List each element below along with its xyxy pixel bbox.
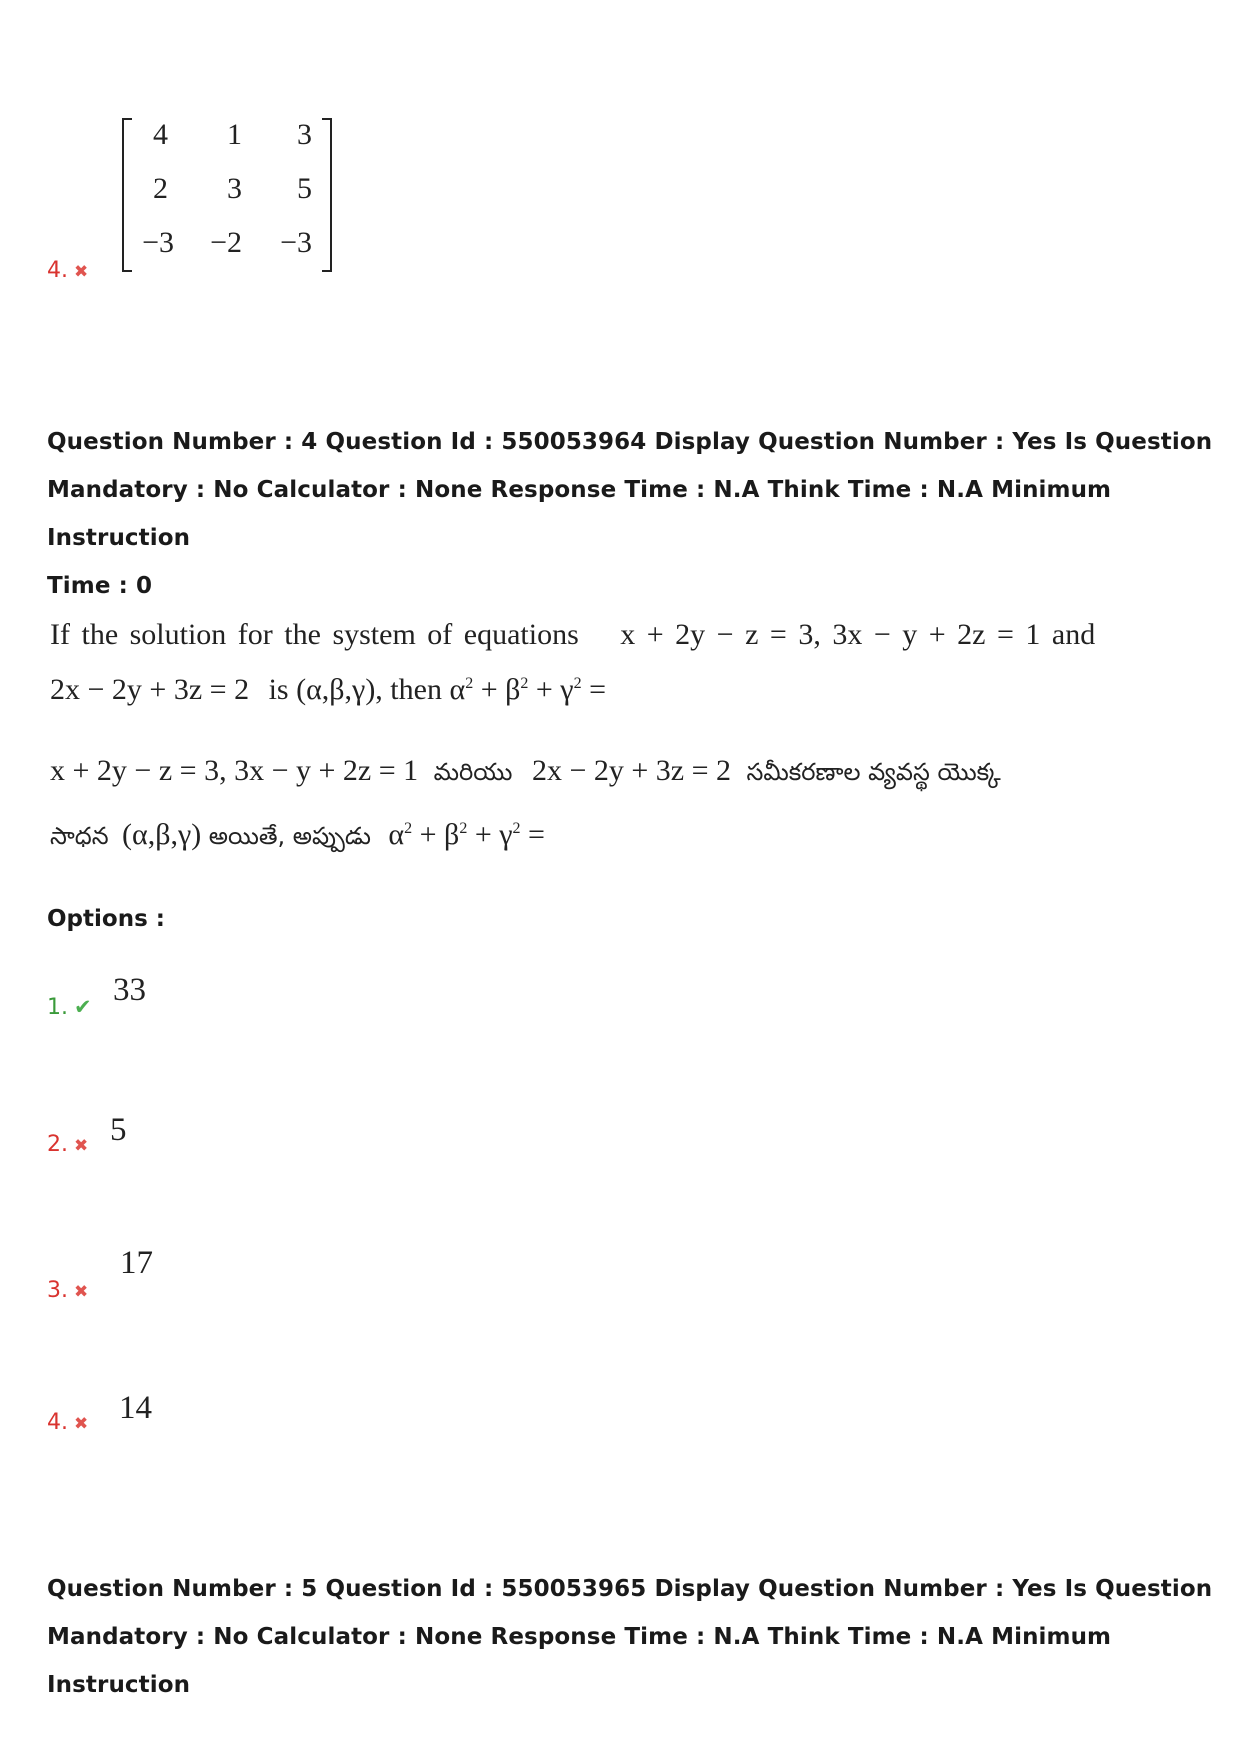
question-text-english-line2 bbox=[50, 673, 606, 707]
option-number: 3. bbox=[47, 1278, 68, 1303]
question-text: + γ bbox=[528, 673, 574, 706]
equations: x + 2y − z = 3, 3x − y + 2z = 1 and bbox=[620, 618, 1096, 651]
exponent: 2 bbox=[573, 675, 582, 692]
exponent: 2 bbox=[512, 820, 521, 837]
option-2 bbox=[47, 1132, 88, 1157]
prev-option-4 bbox=[47, 258, 88, 283]
meta-line: Time : 0 bbox=[47, 573, 153, 599]
question-meta bbox=[47, 1565, 1217, 1709]
exponent: 2 bbox=[520, 675, 529, 692]
meta-line: Mandatory : No Calculator : None Response Time : N.A Think Time : N.A Minimum Instruction bbox=[47, 1624, 1112, 1698]
telugu-word: మరియు bbox=[433, 758, 513, 786]
matrix-cell: 2 bbox=[153, 172, 168, 205]
cross-icon: ✖ bbox=[74, 262, 89, 282]
cross-icon: ✖ bbox=[74, 1136, 89, 1156]
option-3 bbox=[47, 1278, 88, 1303]
matrix-cell: 4 bbox=[153, 118, 168, 151]
telugu-text: అయితే, అప్పుడు bbox=[208, 822, 371, 850]
expression: + γ bbox=[467, 818, 513, 851]
meta-line: Mandatory : No Calculator : None Response Time : N.A Think Time : N.A Minimum Instruction bbox=[47, 477, 1112, 551]
meta-line: Question Number : 5 Question Id : 550053965 Display Question Number : Yes Is Question bbox=[47, 1576, 1213, 1602]
equations: x + 2y − z = 3, 3x − y + 2z = 1 bbox=[50, 754, 419, 787]
telugu-text: సమీకరణాల వ్యవస్థ యొక్క bbox=[746, 758, 1001, 786]
exponent: 2 bbox=[404, 820, 413, 837]
question-text: + β bbox=[473, 673, 521, 706]
exponent: 2 bbox=[459, 820, 468, 837]
option-2-value: 5 bbox=[110, 1112, 127, 1148]
question-meta bbox=[47, 418, 1217, 610]
meta-line: Question Number : 4 Question Id : 550053964 Display Question Number : Yes Is Question bbox=[47, 429, 1213, 455]
question-text: = bbox=[581, 673, 606, 706]
option-number: 1. bbox=[47, 995, 68, 1020]
matrix-cell: −3 bbox=[280, 226, 312, 259]
matrix-cell: 3 bbox=[297, 118, 312, 151]
option-number: 4. bbox=[47, 1410, 68, 1435]
matrix-cell: 5 bbox=[297, 172, 312, 205]
cross-icon: ✖ bbox=[74, 1414, 89, 1434]
question-text: If the solution for the system of equations bbox=[50, 618, 579, 651]
option-4-value: 14 bbox=[119, 1390, 152, 1426]
matrix-cell: 1 bbox=[227, 118, 242, 151]
options-label: Options : bbox=[47, 906, 165, 932]
cross-icon: ✖ bbox=[74, 1282, 89, 1302]
option-3-value: 17 bbox=[120, 1245, 153, 1281]
expression: + β bbox=[412, 818, 460, 851]
tuple: (α,β,γ) bbox=[122, 818, 202, 851]
check-icon: ✔ bbox=[74, 995, 92, 1019]
telugu-word: సాధన bbox=[50, 822, 109, 850]
matrix-right-bracket bbox=[322, 118, 332, 272]
expression: = bbox=[520, 818, 545, 851]
option-number: 2. bbox=[47, 1132, 68, 1157]
option-number: 4. bbox=[47, 258, 68, 283]
question-text-telugu-line2 bbox=[50, 818, 545, 856]
equation: 2x − 2y + 3z = 2 bbox=[50, 673, 250, 706]
expression: α bbox=[388, 818, 405, 851]
question-text: is (α,β,γ), then α bbox=[268, 673, 466, 706]
option-1 bbox=[47, 995, 92, 1020]
matrix-answer bbox=[122, 116, 332, 270]
matrix-cell: −2 bbox=[210, 226, 242, 259]
question-text-english-line1 bbox=[50, 618, 1095, 652]
option-4 bbox=[47, 1410, 88, 1435]
option-1-value: 33 bbox=[113, 972, 146, 1008]
matrix-cell: 3 bbox=[227, 172, 242, 205]
equation: 2x − 2y + 3z = 2 bbox=[531, 754, 732, 787]
question-text-telugu-line1 bbox=[50, 754, 1001, 792]
exponent: 2 bbox=[465, 675, 474, 692]
matrix-cell: −3 bbox=[142, 226, 174, 259]
